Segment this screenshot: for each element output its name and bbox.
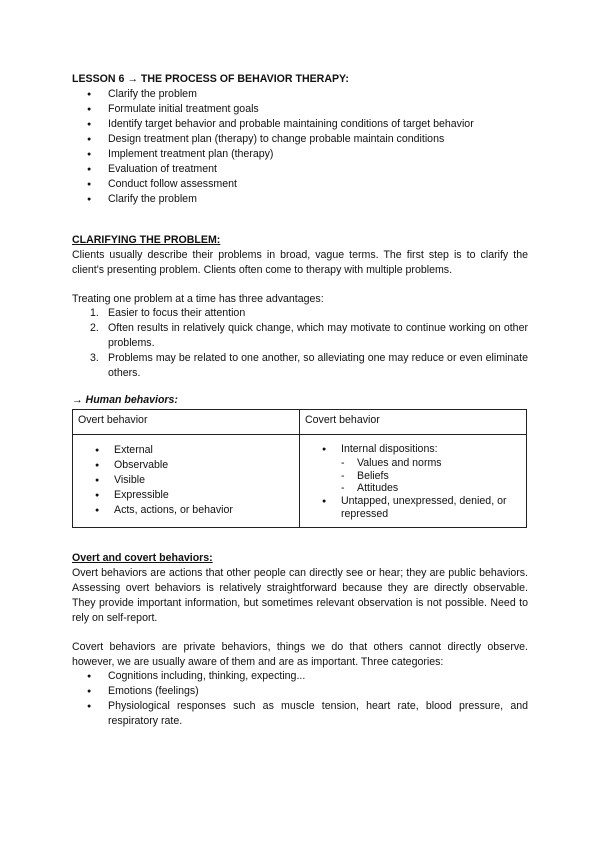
list-item: [305, 442, 521, 457]
table-header-row: [73, 410, 527, 435]
advantages-intro: Treating one problem at a time has three advantages:: [72, 293, 324, 305]
list-item: ● Design treatment plan (therapy) to change probable maintain conditions: [72, 132, 528, 147]
list-item: - Values and norms: [305, 457, 521, 470]
overt-list: [78, 443, 294, 518]
list-item: ● Physiological responses such as muscle tension, heart rate, blood pressure, and respiratory rate.: [72, 699, 528, 729]
list-item: ● Clarify the problem: [72, 192, 528, 207]
list-item: ● Untapped, unexpressed, denied, or repressed: [305, 495, 521, 521]
advantages-list: [72, 306, 528, 381]
overt-cell: [73, 435, 300, 528]
covert-sublist: [305, 457, 521, 495]
list-item: ● Identify target behavior and probable maintaining conditions of target behavior: [72, 117, 528, 132]
list-item: ● Visible: [78, 473, 294, 488]
overt-covert-heading: Overt and covert behaviors:: [72, 552, 213, 564]
covert-item-label: Internal dispositions:: [341, 443, 438, 455]
list-item: 1. Easier to focus their attention: [72, 306, 528, 321]
list-item: 2. Often results in relatively quick change, which may motivate to continue working on other problems.: [72, 321, 528, 351]
list-item: - Beliefs: [305, 470, 521, 483]
covert-cell: [300, 435, 527, 528]
list-item: - Attitudes: [305, 482, 521, 495]
process-steps-list: [72, 87, 528, 207]
covert-categories-list: [72, 669, 528, 729]
list-item: ● External: [78, 443, 294, 458]
covert-list-continued: [305, 495, 521, 521]
list-item: ● Clarify the problem: [72, 87, 528, 102]
list-item: ● Observable: [78, 458, 294, 473]
clarifying-heading: CLARIFYING THE PROBLEM:: [72, 234, 221, 246]
list-item: 3. Problems may be related to one another, so alleviating one may reduce or even eliminate others.: [72, 351, 528, 381]
list-item: ● Implement treatment plan (therapy): [72, 147, 528, 162]
list-item: ● Emotions (feelings): [72, 684, 528, 699]
list-item: ● Evaluation of treatment: [72, 162, 528, 177]
overt-paragraph: Overt behaviors are actions that other people can directly see or hear; they are public behaviors. Assessing overt behaviors is relatively straightforward because they are directly observable. They provide important information, but sometimes relevant observation is not possible. Need to rely on self-report.: [72, 567, 528, 624]
human-behaviors-heading: → Human behaviors:: [72, 394, 178, 406]
clarifying-paragraph: Clients usually describe their problems in broad, vague terms. The first step is to clarify the client's presenting problem. Clients often come to therapy with multiple problems.: [72, 249, 528, 276]
list-item: ● Expressible: [78, 488, 294, 503]
list-item: ● Acts, actions, or behavior: [78, 503, 294, 518]
list-item: ● Conduct follow assessment: [72, 177, 528, 192]
covert-paragraph: Covert behaviors are private behaviors, things we do that others cannot directly observe. however, we are usually aware of them and are as important. Three categories:: [72, 641, 528, 668]
list-item: ● Cognitions including, thinking, expecting...: [72, 669, 528, 684]
overt-header-cell: Overt behavior: [73, 410, 300, 435]
lesson-title: LESSON 6 → THE PROCESS OF BEHAVIOR THERAPY:: [72, 73, 349, 85]
list-item: ● Formulate initial treatment goals: [72, 102, 528, 117]
covert-header-cell: Covert behavior: [300, 410, 527, 435]
table-row: [73, 435, 527, 528]
behaviors-table: [72, 409, 527, 528]
covert-list: [305, 442, 521, 457]
